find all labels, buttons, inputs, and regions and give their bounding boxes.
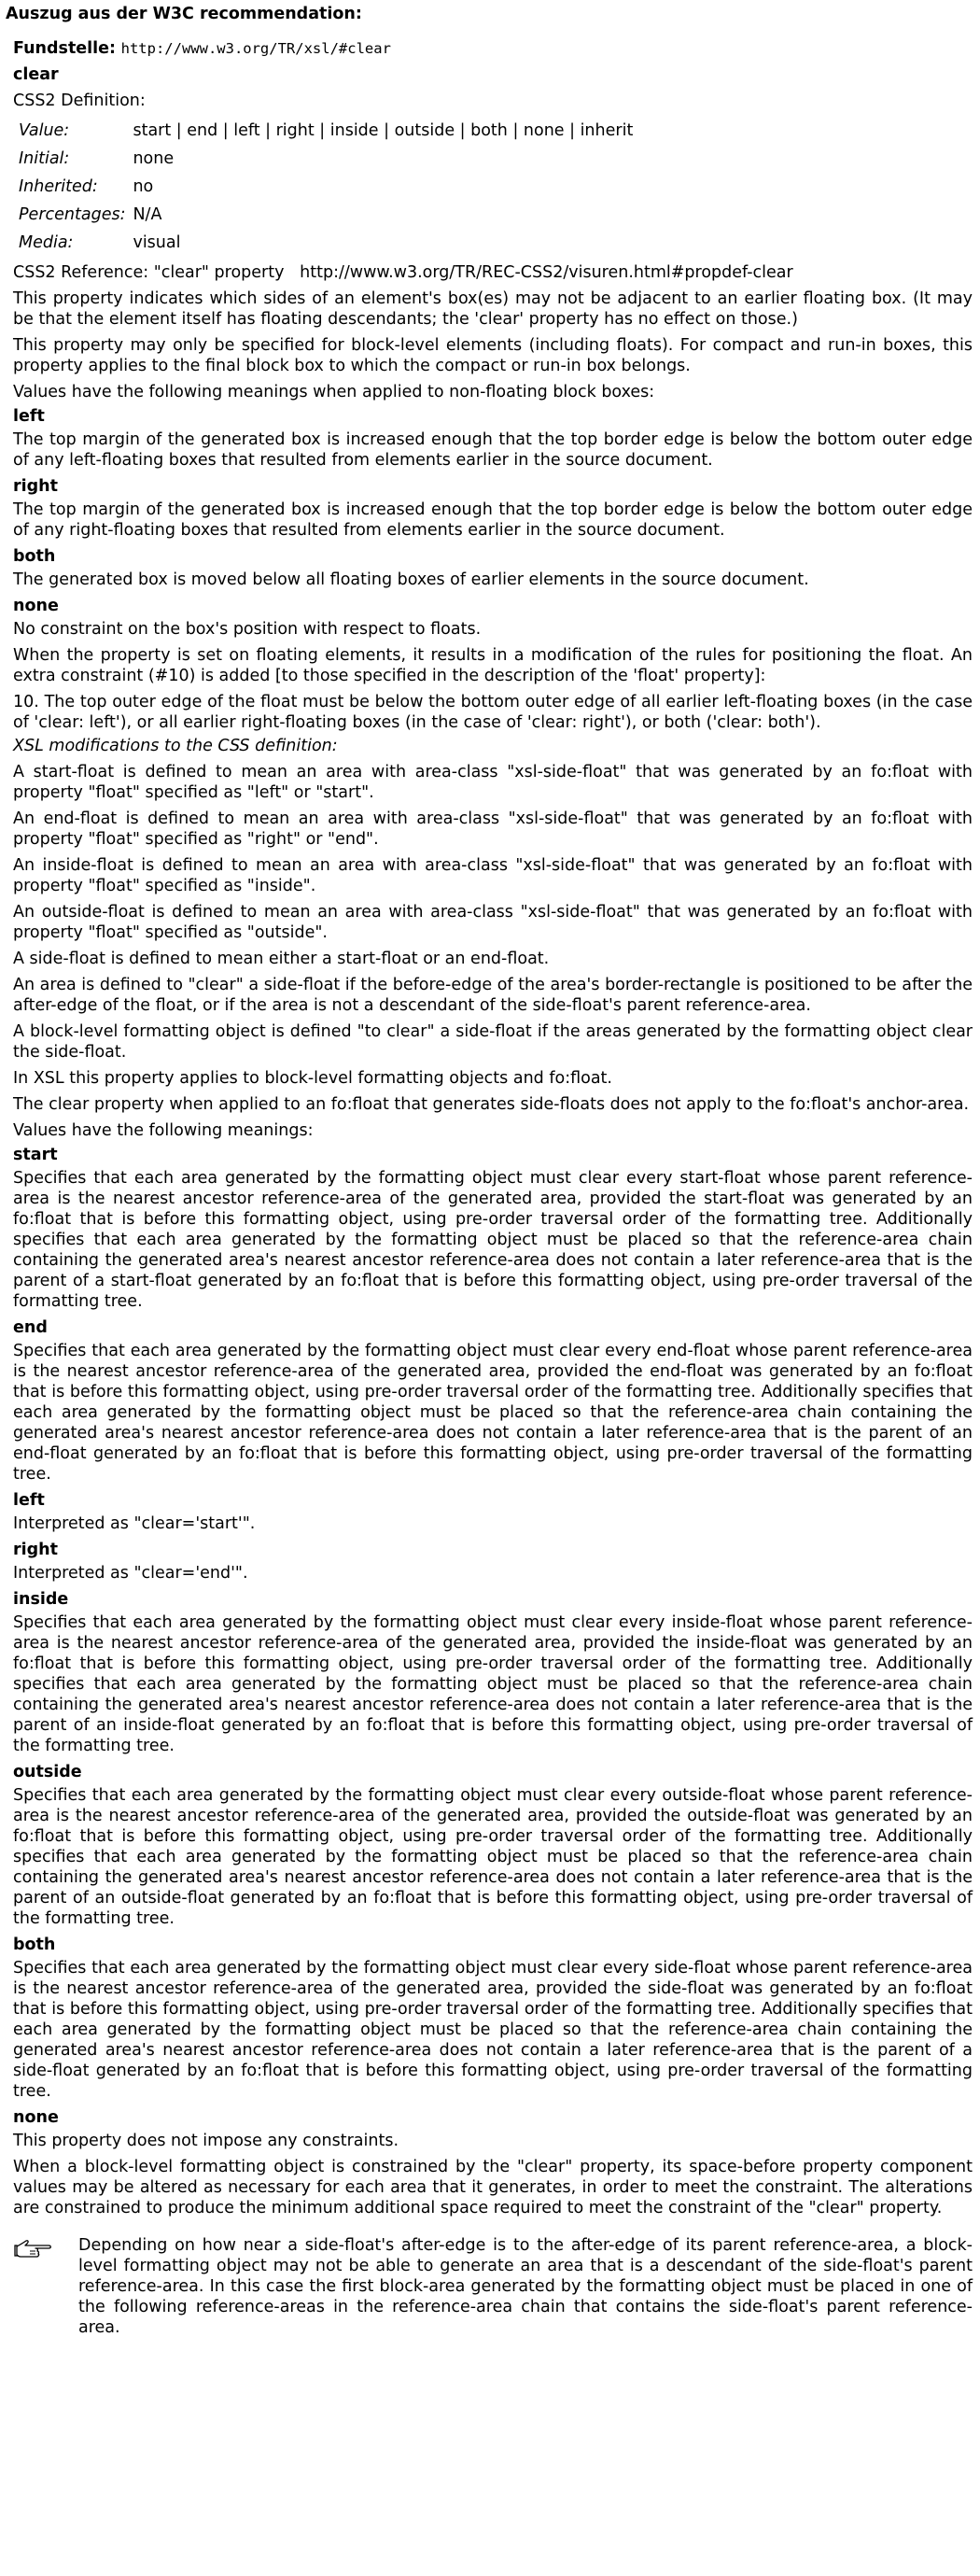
paragraph: This property may only be specified for block-level elements (including floats). For compact and run-in boxes, this property applies to the final block box to which the compact or run-in box belongs.: [13, 336, 973, 375]
value-term: right: [13, 1541, 58, 1559]
value-term: both: [13, 1936, 56, 1954]
page-header: Auszug aus der W3C recommendation:: [6, 5, 362, 23]
value-description: The generated box is moved below all floating boxes of earlier elements in the source document.: [13, 570, 809, 589]
value-term: inside: [13, 1590, 69, 1609]
definition-key: Initial:: [19, 149, 70, 168]
value-description: Specifies that each area generated by the formatting object must clear every start-float whose parent reference-area is the nearest ancestor reference-area of the generated area, provided the start-float was generated by an fo:float that is before this formatting object, using pre-order traversal order of the formatting tree. Additionally specifies that each area generated by the formatting object must be placed so that the reference-area chain containing the generated area's nearest ancestor reference-area does not contain a later reference-area that is the parent of a start-float generated by an fo:float that is before this formatting object, using pre-order traversal of the formatting tree.: [13, 1169, 973, 1311]
pointing-hand-icon: [13, 2235, 78, 2338]
definition-row: [15, 201, 637, 229]
value-term: start: [13, 1146, 58, 1164]
value-term: none: [13, 2108, 59, 2127]
paragraph: This property indicates which sides of an element's box(es) may not be adjacent to an earlier floating box. (It may be that the element itself has floating descendants; the 'clear' property has no effect on those.): [13, 289, 973, 329]
paragraph: When a block-level formatting object is constrained by the "clear" property, its space-before property component values may be altered as necessary for each area that it generates, in order to meet the constraint. The alterations are constrained to produce the minimum additional space required to meet the constraint of the "clear" property.: [13, 2158, 973, 2217]
value-term: left: [13, 1491, 45, 1510]
paragraph: The clear property when applied to an fo:float that generates side-floats does not apply to the fo:float's anchor-area.: [13, 1095, 970, 1114]
css2-reference: [13, 262, 973, 283]
value-term: left: [13, 407, 45, 426]
value-term: end: [13, 1318, 48, 1337]
paragraph: An area is defined to "clear" a side-float if the before-edge of the area's border-rectangle is positioned to be after the after-edge of the float, or if the area is not a descendant of the side-float's parent reference-area.: [13, 976, 973, 1015]
value-description: No constraint on the box's position with respect to floats.: [13, 620, 482, 639]
css2-reference-link[interactable]: http://www.w3.org/TR/REC-CSS2/visuren.html#propdef-clear: [300, 263, 793, 282]
value-term: right: [13, 477, 58, 496]
definition-row: [15, 173, 637, 201]
paragraph: A start-float is defined to mean an area with area-class "xsl-side-float" that was generated by an fo:float with property "float" specified as "left" or "start".: [13, 763, 973, 802]
paragraph: A block-level formatting object is defined "to clear" a side-float if the areas generated by the formatting object clear the side-float.: [13, 1022, 973, 1062]
definition-row: [15, 229, 637, 257]
definition-value: none: [133, 149, 175, 168]
value-description: The top margin of the generated box is increased enough that the top border edge is below the bottom outer edge of any left-floating boxes that resulted from elements earlier in the source document.: [13, 430, 973, 470]
css2-reference-label: CSS2 Reference: "clear" property: [13, 263, 285, 282]
value-description: Specifies that each area generated by the formatting object must clear every side-float whose parent reference-area is the nearest ancestor reference-area of the generated area, provided the side-float was generated by an fo:float that is before this formatting object, using pre-order traversal order of the formatting tree. Additionally specifies that each area generated by the formatting object must be placed so that the reference-area chain containing the generated area's nearest ancestor reference-area does not contain a later reference-area that is the parent of a side-float generated by an fo:float that is before this formatting object, using pre-order traversal of the formatting tree.: [13, 1959, 973, 2101]
definition-value: visual: [133, 233, 181, 252]
paragraph: An outside-float is defined to mean an area with area-class "xsl-side-float" that was generated by an fo:float with property "float" specified as "outside".: [13, 903, 973, 942]
definition-value: N/A: [133, 205, 162, 224]
paragraph: An inside-float is defined to mean an area with area-class "xsl-side-float" that was generated by an fo:float with property "float" specified as "inside".: [13, 856, 973, 895]
value-description: Interpreted as "clear='end'".: [13, 1564, 248, 1583]
paragraph: A side-float is defined to mean either a start-float or an end-float.: [13, 950, 550, 968]
note-block: [13, 2235, 973, 2338]
value-description: The top margin of the generated box is increased enough that the top border edge is below the bottom outer edge of any right-floating boxes that resulted from elements earlier in the source document.: [13, 500, 973, 540]
paragraph: An end-float is defined to mean an area with area-class "xsl-side-float" that was generated by an fo:float with property "float" specified as "right" or "end".: [13, 809, 973, 849]
definition-row: [15, 117, 637, 145]
value-term: none: [13, 597, 59, 615]
value-description: Interpreted as "clear='start'".: [13, 1514, 256, 1533]
value-description: Specifies that each area generated by the formatting object must clear every end-float whose parent reference-area is the nearest ancestor reference-area of the generated area, provided the end-float was generated by an fo:float that is before this formatting object, using pre-order traversal order of the formatting tree. Additionally specifies that each area generated by the formatting object must be placed so that the reference-area chain containing the generated area's nearest ancestor reference-area does not contain a later reference-area that is the parent of an end-float generated by an fo:float that is before this formatting object, using pre-order traversal of the formatting tree.: [13, 1342, 973, 1484]
property-name: clear: [13, 65, 59, 84]
paragraph: When the property is set on floating elements, it results in a modification of the rules for positioning the float. An extra constraint (#10) is added [to those specified in the description of the 'float' property]:: [13, 646, 973, 685]
value-description: This property does not impose any constraints.: [13, 2132, 399, 2150]
definition-key: Inherited:: [19, 177, 98, 196]
css2-definition-label: CSS2 Definition:: [13, 91, 146, 110]
source-line: [13, 38, 973, 59]
xsl-heading: XSL modifications to the CSS definition:: [13, 737, 338, 755]
source-url: http://www.w3.org/TR/xsl/#clear: [120, 40, 391, 57]
definition-table: [15, 117, 637, 257]
definition-value: start | end | left | right | inside | outside | both | none | inherit: [133, 121, 634, 140]
note-text: Depending on how near a side-float's after-edge is to the after-edge of its parent reference-area, a block-level formatting object may not be able to generate an area that is a descendant of the side-float's parent reference-area. In this case the first block-area generated by the formatting object must be placed in one of the following reference-areas in the reference-area chain that contains the side-float's parent reference-area.: [78, 2236, 973, 2337]
paragraph: Values have the following meanings:: [13, 1121, 314, 1140]
paragraph: In XSL this property applies to block-level formatting objects and fo:float.: [13, 1069, 612, 1088]
definition-row: [15, 145, 637, 173]
definition-key: Media:: [19, 233, 74, 252]
definition-value: no: [133, 177, 154, 196]
value-term: both: [13, 547, 56, 566]
value-description: Specifies that each area generated by the formatting object must clear every inside-float whose parent reference-area is the nearest ancestor reference-area of the generated area, provided the inside-float was generated by an fo:float that is before this formatting object, using pre-order traversal order of the formatting tree. Additionally specifies that each area generated by the formatting object must be placed so that the reference-area chain containing the generated area's nearest ancestor reference-area does not contain a later reference-area that is the parent of an inside-float generated by an fo:float that is before this formatting object, using pre-order traversal of the formatting tree.: [13, 1613, 973, 1755]
value-description: Specifies that each area generated by the formatting object must clear every outside-float whose parent reference-area is the nearest ancestor reference-area of the generated area, provided the outside-float was generated by an fo:float that is before this formatting object, using pre-order traversal order of the formatting tree. Additionally specifies that each area generated by the formatting object must be placed so that the reference-area chain containing the generated area's nearest ancestor reference-area does not contain a later reference-area that is the parent of an outside-float generated by an fo:float that is before this formatting object, using pre-order traversal of the formatting tree.: [13, 1786, 973, 1928]
source-label: Fundstelle:: [13, 39, 117, 58]
definition-key: Value:: [19, 121, 70, 140]
paragraph: 10. The top outer edge of the float must be below the bottom outer edge of all earlier left-floating boxes (in the case of 'clear: left'), or all earlier right-floating boxes (in the case of 'clear: right'), or both ('clear: both').: [13, 693, 973, 732]
paragraph: Values have the following meanings when applied to non-floating block boxes:: [13, 383, 655, 401]
value-term: outside: [13, 1763, 82, 1781]
definition-key: Percentages:: [19, 205, 126, 224]
